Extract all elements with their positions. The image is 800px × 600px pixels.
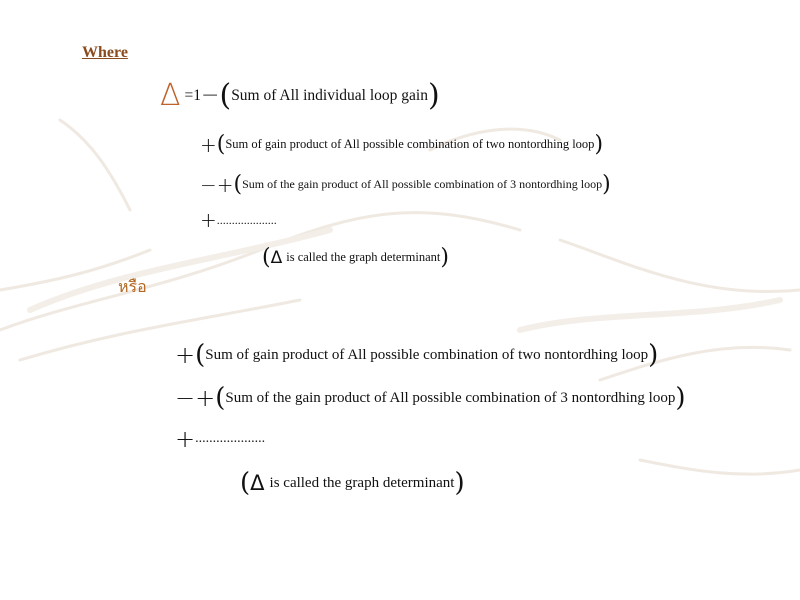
two-loop-term-line-lower [175,340,658,370]
plus-sign: + [200,132,217,157]
plus-sign: + [200,208,217,232]
plus-sign: + [175,425,196,453]
open-paren: ( [233,172,243,197]
minus-sign: − [201,83,220,108]
ellipsis-text: .................... [195,431,266,446]
three-loop-term-text: Sum of the gain product of All possible combination of 3 nontordhing loop [242,177,603,191]
close-paren: ) [454,468,465,498]
two-loop-term-text: Sum of gain product of All possible combination of two nontordhing loop [225,137,595,151]
close-paren: ) [675,383,686,413]
open-paren: ( [215,383,226,413]
continuation-line [200,208,277,232]
open-paren: ( [195,340,206,370]
three-loop-term-line [200,172,611,197]
individual-loop-gain-text: Sum of All individual loop gain [231,86,428,104]
graph-determinant-note [262,245,449,270]
or-thai-label: หรือ [118,277,147,296]
graph-determinant-note-lower [240,468,465,498]
open-paren: ( [219,78,232,113]
two-loop-term-text: Sum of gain product of All possible combination of two nontordhing loop [205,346,649,363]
delta-definition-line [160,78,440,113]
graph-determinant-text: is called the graph determinant [269,474,455,491]
delta-symbol: Δ [250,471,265,495]
close-paren: ) [602,172,611,197]
plus-sign: + [175,341,196,369]
open-paren: ( [216,132,226,157]
close-paren: ) [427,78,440,113]
delta-symbol: Δ [270,247,283,268]
close-paren: ) [648,340,659,370]
close-paren: ) [440,245,449,270]
minus-plus-sign: −+ [175,384,216,412]
three-loop-term-line-lower [175,383,686,413]
minus-plus-sign: −+ [200,172,234,197]
delta-symbol: Δ [160,78,181,113]
close-paren: ) [594,132,604,157]
equals-one: =1 [184,86,202,104]
three-loop-term-text: Sum of the gain product of All possible combination of 3 nontordhing loop [225,389,676,406]
where-heading: Where [82,44,128,61]
open-paren: ( [240,468,251,498]
continuation-line-lower [175,425,265,453]
graph-determinant-text: is called the graph determinant [286,250,441,264]
two-loop-term-line [200,132,603,157]
ellipsis-text: .................... [216,212,277,227]
open-paren: ( [262,245,271,270]
